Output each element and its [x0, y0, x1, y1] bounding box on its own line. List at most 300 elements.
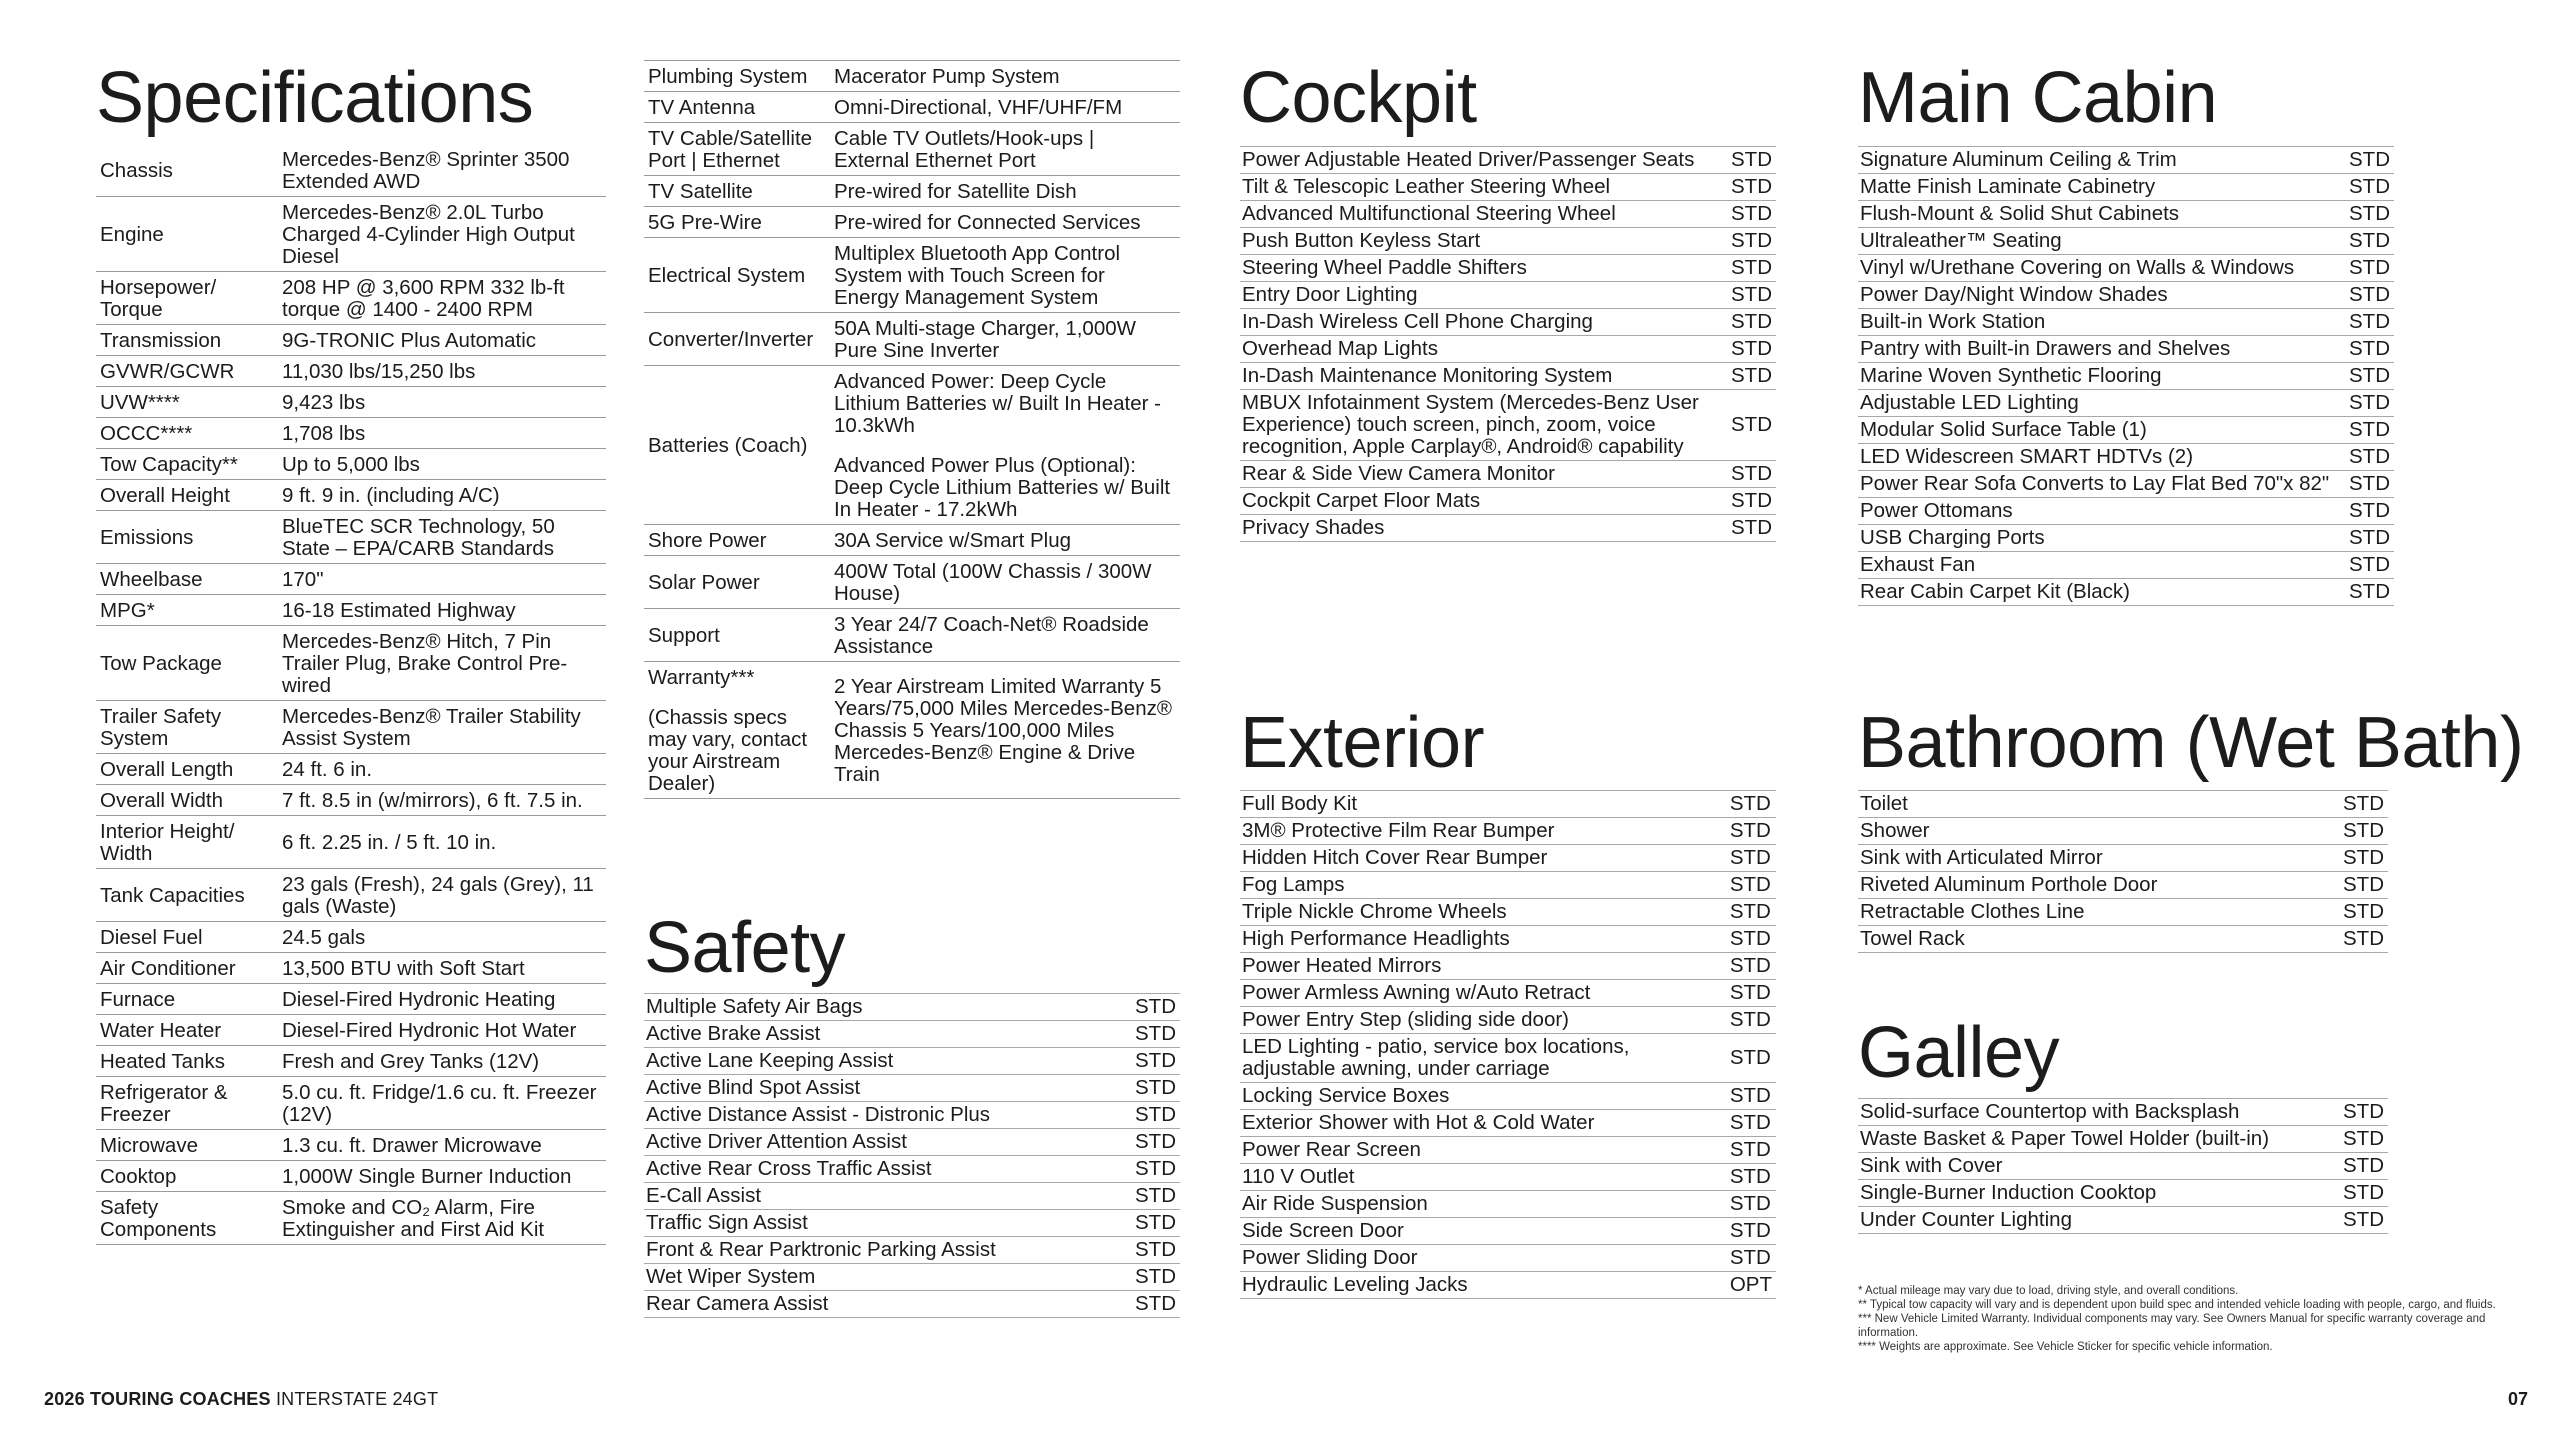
feature-row [1858, 417, 2394, 444]
feature-row [1240, 1110, 1776, 1137]
feature-row [644, 1075, 1180, 1102]
spec-label [644, 238, 830, 313]
spec-row [96, 1015, 606, 1046]
feature-availability: STD [1724, 1034, 1776, 1083]
spec-row [96, 754, 606, 785]
spec-label-text: Water Heater [100, 1019, 222, 1042]
feature-availability: STD [1129, 1291, 1180, 1318]
safety-table [644, 993, 1180, 1318]
feature-availability: STD [1724, 1245, 1776, 1272]
spec-value-text: Mercedes-Benz® Sprinter 3500 Extended AWD [282, 148, 570, 193]
spec-value-text: Up to 5,000 lbs [282, 453, 420, 476]
spec-value [278, 922, 606, 953]
feature-availability: STD [2343, 390, 2394, 417]
feature-row [1858, 444, 2394, 471]
spec-label [96, 272, 278, 325]
spec-label [96, 816, 278, 869]
feature-availability: STD [2343, 579, 2394, 606]
feature-row [1858, 363, 2394, 390]
spec-value [830, 123, 1180, 176]
feature-label: Air Ride Suspension [1240, 1191, 1724, 1218]
spec-value [830, 525, 1180, 556]
feature-label: Entry Door Lighting [1240, 282, 1725, 309]
feature-row [1858, 390, 2394, 417]
feature-label: Push Button Keyless Start [1240, 228, 1725, 255]
spec-value-option: Advanced Power Plus (Optional): Deep Cycle Lithium Batteries w/ Built In Heater - 17.2kWh [834, 454, 1171, 521]
spec-label [96, 418, 278, 449]
spec-label [644, 92, 830, 123]
feature-label: Rear Camera Assist [644, 1291, 1129, 1318]
spec-label [96, 325, 278, 356]
feature-label: Power Rear Screen [1240, 1137, 1724, 1164]
feature-availability: STD [1724, 1083, 1776, 1110]
feature-label: Power Adjustable Heated Driver/Passenger Seats [1240, 147, 1725, 174]
feature-label: High Performance Headlights [1240, 926, 1724, 953]
feature-label: Under Counter Lighting [1858, 1207, 2337, 1234]
spec-value [830, 366, 1180, 525]
spec-value [278, 1015, 606, 1046]
footnotes [1858, 1284, 2498, 1354]
spec-value-text: 5.0 cu. ft. Fridge/1.6 cu. ft. Freezer (12V) [282, 1081, 597, 1126]
spec-label-text: Overall Length [100, 758, 234, 781]
feature-label: Privacy Shades [1240, 515, 1725, 542]
spec-label-text: Tow Capacity** [100, 453, 238, 476]
galley-table [1858, 1098, 2388, 1234]
spec-row [96, 197, 606, 272]
spec-value-text: 9 ft. 9 in. (including A/C) [282, 484, 500, 507]
spec-label [96, 984, 278, 1015]
spec-label-text: Refrigerator & Freezer [100, 1081, 228, 1126]
feature-row [1858, 1126, 2388, 1153]
spec-value [278, 626, 606, 701]
spec-value [830, 556, 1180, 609]
spec-label [96, 144, 278, 197]
feature-row [644, 1048, 1180, 1075]
spec-row [644, 609, 1180, 662]
spec-value [830, 662, 1180, 799]
footnote: *** New Vehicle Limited Warranty. Individual components may vary. See Owners Manual for specific warranty coverage and information. [1858, 1313, 2486, 1339]
spec-value-text: 208 HP @ 3,600 RPM 332 lb-ft torque @ 1400 - 2400 RPM [282, 276, 565, 321]
feature-label: Pantry with Built-in Drawers and Shelves [1858, 336, 2343, 363]
spec-label [96, 356, 278, 387]
feature-availability: STD [1724, 845, 1776, 872]
feature-availability: STD [1724, 1110, 1776, 1137]
spec-row [96, 1130, 606, 1161]
spec-value-text: Macerator Pump System [834, 65, 1060, 88]
spec-value-text: Omni-Directional, VHF/UHF/FM [834, 96, 1123, 119]
spec-label-text: Transmission [100, 329, 222, 352]
spec-label [96, 564, 278, 595]
feature-label: Power Heated Mirrors [1240, 953, 1724, 980]
spec-value-text: Mercedes-Benz® 2.0L Turbo Charged 4-Cylinder High Output Diesel [282, 201, 575, 268]
spec-row [644, 313, 1180, 366]
footer-brand-name: 2026 TOURING COACHES [44, 1389, 271, 1409]
feature-availability: STD [2343, 336, 2394, 363]
feature-label: Adjustable LED Lighting [1858, 390, 2343, 417]
spec-row [96, 1161, 606, 1192]
feature-row [1240, 1218, 1776, 1245]
feature-label: LED Widescreen SMART HDTVs (2) [1858, 444, 2343, 471]
feature-row [1240, 390, 1776, 461]
spec-row [96, 953, 606, 984]
feature-availability: STD [1129, 1129, 1180, 1156]
spec-row [644, 556, 1180, 609]
feature-label: Built-in Work Station [1858, 309, 2343, 336]
feature-availability: STD [1724, 1007, 1776, 1034]
feature-availability: STD [2337, 1207, 2388, 1234]
spec-value [278, 1161, 606, 1192]
spec-row [644, 238, 1180, 313]
feature-row [1240, 872, 1776, 899]
spec-value-text: Multiplex Bluetooth App Control System with Touch Screen for Energy Management System [834, 242, 1121, 309]
spec-value [278, 418, 606, 449]
spec-value [278, 785, 606, 816]
spec-value [830, 207, 1180, 238]
feature-row [1240, 174, 1776, 201]
feature-availability: STD [1725, 282, 1776, 309]
spec-value-text: 400W Total (100W Chassis / 300W House) [834, 560, 1152, 605]
spec-label-text: Support [648, 624, 720, 647]
feature-availability: STD [2337, 1126, 2388, 1153]
feature-availability: STD [2337, 818, 2388, 845]
feature-availability: STD [1724, 980, 1776, 1007]
feature-label: Power Ottomans [1858, 498, 2343, 525]
spec-label-text: Trailer Safety System [100, 705, 222, 750]
spec-label-text: Tank Capacities [100, 884, 245, 907]
feature-row [1240, 1083, 1776, 1110]
feature-label: Side Screen Door [1240, 1218, 1724, 1245]
spec-label-text: TV Satellite [648, 180, 753, 203]
spec-label [96, 1046, 278, 1077]
feature-label: Rear Cabin Carpet Kit (Black) [1858, 579, 2343, 606]
feature-row [1240, 228, 1776, 255]
feature-row [1240, 147, 1776, 174]
feature-availability: STD [1129, 1237, 1180, 1264]
feature-row [1858, 147, 2394, 174]
spec-value-text: 9,423 lbs [282, 391, 366, 414]
feature-row [1858, 498, 2394, 525]
bathroom-title: Bathroom (Wet Bath) [1858, 703, 2524, 783]
feature-row [1240, 363, 1776, 390]
feature-row [1240, 1007, 1776, 1034]
feature-label: Overhead Map Lights [1240, 336, 1725, 363]
spec-row [96, 511, 606, 564]
feature-availability: STD [1724, 1164, 1776, 1191]
spec-label [644, 61, 830, 92]
spec-label [96, 387, 278, 418]
feature-label: Power Day/Night Window Shades [1858, 282, 2343, 309]
feature-label: Waste Basket & Paper Towel Holder (built-in) [1858, 1126, 2337, 1153]
feature-row [1858, 791, 2388, 818]
feature-row [644, 1183, 1180, 1210]
spec-value-text: 30A Service w/Smart Plug [834, 529, 1071, 552]
spec-row [96, 564, 606, 595]
spec-row [96, 1192, 606, 1245]
feature-label: Hydraulic Leveling Jacks [1240, 1272, 1724, 1299]
feature-row [1240, 255, 1776, 282]
exterior-table [1240, 790, 1776, 1299]
feature-availability: STD [1725, 488, 1776, 515]
feature-availability: STD [1724, 818, 1776, 845]
spec-label-text: Safety Components [100, 1196, 217, 1241]
spec-value-text: 2 Year Airstream Limited Warranty 5 Years/75,000 Miles Mercedes-Benz® Chassis 5 Years/100,000 Miles Mercedes-Benz® Engine & Drive Train [834, 675, 1172, 786]
spec-value-text: Smoke and CO₂ Alarm, Fire Extinguisher and First Aid Kit [282, 1196, 545, 1241]
spec-label-text: Interior Height/ Width [100, 820, 235, 865]
feature-row [1240, 515, 1776, 542]
feature-label: Marine Woven Synthetic Flooring [1858, 363, 2343, 390]
feature-row [1858, 552, 2394, 579]
feature-availability: STD [1725, 515, 1776, 542]
spec-value [278, 1077, 606, 1130]
feature-availability: STD [2343, 471, 2394, 498]
spec-value-text: Pre-wired for Connected Services [834, 211, 1141, 234]
feature-availability: STD [1724, 1218, 1776, 1245]
spec-label [96, 511, 278, 564]
spec-label-text: Batteries (Coach) [648, 434, 808, 457]
feature-label: In-Dash Wireless Cell Phone Charging [1240, 309, 1725, 336]
spec-value [278, 953, 606, 984]
feature-label: Active Driver Attention Assist [644, 1129, 1129, 1156]
spec-label-text: Electrical System [648, 264, 806, 287]
feature-availability: STD [2337, 791, 2388, 818]
feature-row [1240, 980, 1776, 1007]
feature-availability: STD [1129, 1102, 1180, 1129]
feature-row [1240, 201, 1776, 228]
feature-label: Shower [1858, 818, 2337, 845]
footnote: **** Weights are approximate. See Vehicle Sticker for specific vehicle information. [1858, 1341, 2273, 1353]
spec-label [96, 1130, 278, 1161]
feature-label: USB Charging Ports [1858, 525, 2343, 552]
spec-value-text: 9G-TRONIC Plus Automatic [282, 329, 537, 352]
feature-availability: STD [2337, 845, 2388, 872]
feature-row [644, 1210, 1180, 1237]
spec-row [96, 595, 606, 626]
feature-label: Active Blind Spot Assist [644, 1075, 1129, 1102]
feature-availability: STD [1129, 1075, 1180, 1102]
feature-row [1240, 791, 1776, 818]
spec-value-text: 16-18 Estimated Highway [282, 599, 516, 622]
spec-value [278, 144, 606, 197]
feature-availability: STD [1724, 791, 1776, 818]
spec-value-text: Fresh and Grey Tanks (12V) [282, 1050, 540, 1073]
feature-availability: STD [1725, 336, 1776, 363]
feature-availability: STD [1725, 309, 1776, 336]
page-number: 07 [2508, 1389, 2529, 1409]
spec-label-text: Converter/Inverter [648, 328, 814, 351]
feature-label: Retractable Clothes Line [1858, 899, 2337, 926]
spec-value-text: 170" [282, 568, 324, 591]
feature-availability: STD [2337, 872, 2388, 899]
feature-label: LED Lighting - patio, service box locations, adjustable awning, under carriage [1240, 1034, 1724, 1083]
spec-row [96, 480, 606, 511]
feature-availability: STD [2343, 309, 2394, 336]
feature-row [1858, 818, 2388, 845]
feature-label: Power Rear Sofa Converts to Lay Flat Bed 70"x 82" [1858, 471, 2343, 498]
feature-availability: STD [2343, 147, 2394, 174]
spec-label-text: Engine [100, 223, 164, 246]
feature-label: Single-Burner Induction Cooktop [1858, 1180, 2337, 1207]
feature-row [644, 1129, 1180, 1156]
spec-row [644, 207, 1180, 238]
feature-availability: STD [1129, 1183, 1180, 1210]
spec-label [96, 1192, 278, 1245]
feature-label: Traffic Sign Assist [644, 1210, 1129, 1237]
feature-label: 3M® Protective Film Rear Bumper [1240, 818, 1724, 845]
spec-value [278, 325, 606, 356]
feature-row [1858, 471, 2394, 498]
feature-label: Steering Wheel Paddle Shifters [1240, 255, 1725, 282]
spec-value [278, 480, 606, 511]
spec-label [644, 662, 830, 799]
spec-label [96, 449, 278, 480]
spec-value [278, 197, 606, 272]
spec-value [830, 61, 1180, 92]
feature-availability: STD [2343, 228, 2394, 255]
feature-availability: STD [2343, 525, 2394, 552]
feature-availability: STD [2343, 282, 2394, 309]
spec-value-text: Cable TV Outlets/Hook-ups | External Ethernet Port [834, 127, 1095, 172]
feature-row [644, 1102, 1180, 1129]
feature-availability: STD [1129, 1021, 1180, 1048]
feature-availability: OPT [1724, 1272, 1776, 1299]
spec-row [96, 272, 606, 325]
spec-value [278, 1046, 606, 1077]
feature-row [1858, 255, 2394, 282]
feature-label: Advanced Multifunctional Steering Wheel [1240, 201, 1725, 228]
spec-label [96, 480, 278, 511]
feature-label: Wet Wiper System [644, 1264, 1129, 1291]
spec-label [96, 1161, 278, 1192]
spec-row [644, 176, 1180, 207]
feature-availability: STD [2343, 174, 2394, 201]
spec-label-text: Tow Package [100, 652, 222, 675]
feature-label: Front & Rear Parktronic Parking Assist [644, 1237, 1129, 1264]
spec-label [96, 754, 278, 785]
spec-label-text: MPG* [100, 599, 155, 622]
feature-label: Signature Aluminum Ceiling & Trim [1858, 147, 2343, 174]
feature-row [644, 1237, 1180, 1264]
feature-label: Multiple Safety Air Bags [644, 994, 1129, 1021]
spec-value-text: Advanced Power: Deep Cycle Lithium Batteries w/ Built In Heater - 10.3kWh [834, 370, 1161, 437]
feature-label: MBUX Infotainment System (Mercedes-Benz User Experience) touch screen, pinch, zoom, voice recognition, Apple Carplay®, Android® capability [1240, 390, 1725, 461]
feature-row [1240, 1191, 1776, 1218]
feature-label: Fog Lamps [1240, 872, 1724, 899]
spec-label-text: Wheelbase [100, 568, 203, 591]
spec-row [644, 525, 1180, 556]
feature-row [1858, 174, 2394, 201]
spec-label [644, 313, 830, 366]
feature-row [1858, 282, 2394, 309]
feature-label: Toilet [1858, 791, 2337, 818]
feature-row [644, 1264, 1180, 1291]
safety-title: Safety [644, 908, 846, 988]
spec-row [96, 1046, 606, 1077]
feature-availability: STD [2343, 363, 2394, 390]
feature-row [1858, 845, 2388, 872]
spec-value-text: Mercedes-Benz® Hitch, 7 Pin Trailer Plug, Brake Control Pre-wired [282, 630, 568, 697]
feature-availability: STD [2337, 1099, 2388, 1126]
spec-value-text: 23 gals (Fresh), 24 gals (Grey), 11 gals (Waste) [282, 873, 594, 918]
feature-label: Flush-Mount & Solid Shut Cabinets [1858, 201, 2343, 228]
footer-model: INTERSTATE 24GT [275, 1389, 439, 1409]
spec-value-text: 24.5 gals [282, 926, 366, 949]
spec-value-text: 13,500 BTU with Soft Start [282, 957, 525, 980]
feature-availability: STD [2337, 899, 2388, 926]
feature-row [1858, 872, 2388, 899]
spec-value [278, 869, 606, 922]
feature-availability: STD [2343, 201, 2394, 228]
feature-label: Tilt & Telescopic Leather Steering Wheel [1240, 174, 1725, 201]
spec-label [96, 701, 278, 754]
spec-label-text: TV Antenna [648, 96, 756, 119]
spec-label-text: Diesel Fuel [100, 926, 203, 949]
feature-availability: STD [2343, 417, 2394, 444]
feature-row [1240, 461, 1776, 488]
feature-availability: STD [2343, 255, 2394, 282]
cockpit-title: Cockpit [1240, 58, 1477, 138]
spec-label-text: Microwave [100, 1134, 198, 1157]
feature-label: Power Sliding Door [1240, 1245, 1724, 1272]
feature-label: Active Brake Assist [644, 1021, 1129, 1048]
feature-label: Triple Nickle Chrome Wheels [1240, 899, 1724, 926]
feature-row [1240, 282, 1776, 309]
bathroom-table [1858, 790, 2388, 953]
feature-label: Cockpit Carpet Floor Mats [1240, 488, 1725, 515]
spec-label-text: Emissions [100, 526, 194, 549]
spec-label [644, 176, 830, 207]
feature-availability: STD [1724, 1191, 1776, 1218]
spec-value [278, 449, 606, 480]
feature-row [1240, 926, 1776, 953]
feature-availability: STD [1725, 363, 1776, 390]
spec-label-text: Overall Height [100, 484, 230, 507]
spec-value [278, 564, 606, 595]
spec-label [96, 1015, 278, 1046]
spec-row [644, 662, 1180, 799]
main-cabin-title: Main Cabin [1858, 58, 2218, 138]
feature-row [1858, 1207, 2388, 1234]
spec-value-text: BlueTEC SCR Technology, 50 State – EPA/CARB Standards [282, 515, 555, 560]
spec-label [96, 595, 278, 626]
feature-label: E-Call Assist [644, 1183, 1129, 1210]
spec-value [278, 387, 606, 418]
feature-row [1858, 1099, 2388, 1126]
feature-row [644, 1156, 1180, 1183]
footer-brand [44, 1389, 438, 1410]
feature-availability: STD [1725, 390, 1776, 461]
feature-label: Active Lane Keeping Assist [644, 1048, 1129, 1075]
feature-row [644, 1291, 1180, 1318]
spec-label [644, 556, 830, 609]
spec-value [278, 595, 606, 626]
feature-label: Active Distance Assist - Distronic Plus [644, 1102, 1129, 1129]
spec-value-text: 6 ft. 2.25 in. / 5 ft. 10 in. [282, 831, 497, 854]
feature-availability: STD [2337, 1180, 2388, 1207]
spec-value [278, 1192, 606, 1245]
feature-label: Vinyl w/Urethane Covering on Walls & Windows [1858, 255, 2343, 282]
feature-row [1858, 309, 2394, 336]
spec-value-text: 50A Multi-stage Charger, 1,000W Pure Sine Inverter [834, 317, 1136, 362]
spec-value [278, 984, 606, 1015]
spec-label [644, 207, 830, 238]
feature-row [1240, 1272, 1776, 1299]
exterior-title: Exterior [1240, 703, 1485, 783]
spec-value [278, 356, 606, 387]
spec-value-text: 3 Year 24/7 Coach-Net® Roadside Assistance [834, 613, 1149, 658]
spec-value-text: Diesel-Fired Hydronic Hot Water [282, 1019, 577, 1042]
feature-availability: STD [1725, 174, 1776, 201]
feature-availability: STD [1129, 1156, 1180, 1183]
